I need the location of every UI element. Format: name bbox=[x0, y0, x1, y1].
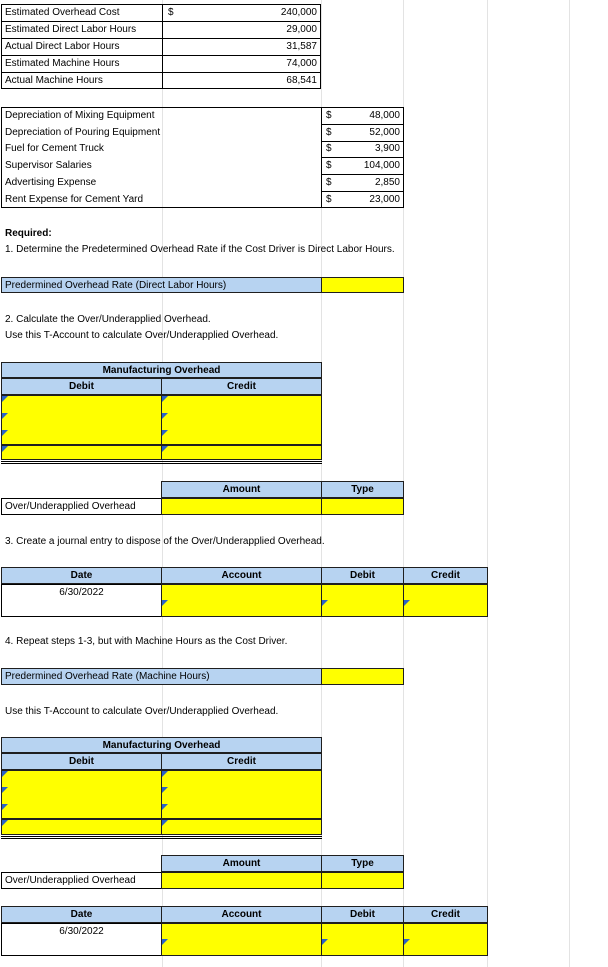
taccount-debit-input[interactable] bbox=[1, 395, 162, 445]
comment-marker-icon bbox=[162, 396, 168, 402]
journal-2-account-header: Account bbox=[221, 909, 262, 920]
comment-marker-icon bbox=[162, 939, 168, 945]
journal-date-value[interactable]: 6/30/2022 bbox=[59, 587, 104, 598]
step-2-instruction: 2. Calculate the Over/Underapplied Overhead. bbox=[5, 314, 211, 325]
taccount-2-debit-input[interactable] bbox=[1, 770, 162, 819]
comment-marker-icon bbox=[322, 939, 328, 945]
double-underline bbox=[1, 461, 322, 462]
taccount-2-credit-header: Credit bbox=[227, 756, 256, 767]
currency-symbol: $ bbox=[168, 7, 174, 18]
double-underline bbox=[1, 838, 322, 839]
amount-header: Amount bbox=[222, 484, 261, 495]
comment-marker-icon bbox=[162, 804, 168, 810]
type-header: Type bbox=[351, 484, 374, 495]
taccount-2-debit-total-input[interactable] bbox=[1, 819, 162, 835]
required-heading: Required: bbox=[5, 228, 52, 239]
expense-value[interactable]: 23,000 bbox=[369, 194, 400, 205]
journal-2-debit-header: Debit bbox=[350, 909, 375, 920]
value-actual-machine-hours[interactable]: 68,541 bbox=[286, 75, 317, 86]
over-under-2-amount-input[interactable] bbox=[161, 872, 322, 889]
comment-marker-icon bbox=[2, 804, 8, 810]
comment-marker-icon bbox=[162, 446, 168, 452]
journal-2-account-input[interactable] bbox=[161, 923, 322, 956]
double-underline bbox=[1, 836, 322, 837]
journal-2-debit-input[interactable] bbox=[321, 923, 404, 956]
amount-2-header: Amount bbox=[222, 858, 261, 869]
comment-marker-icon bbox=[2, 771, 8, 777]
rate-dl-label: Predermined Overhead Rate (Direct Labor Hours) bbox=[5, 280, 227, 291]
row-label-estimated-dl-hours[interactable]: Estimated Direct Labor Hours bbox=[5, 24, 137, 35]
type-2-header: Type bbox=[351, 858, 374, 869]
row-label-estimated-overhead-cost[interactable]: Estimated Overhead Cost bbox=[5, 7, 120, 18]
currency-symbol: $ bbox=[326, 177, 332, 188]
value-estimated-overhead-cost[interactable]: 240,000 bbox=[280, 7, 317, 18]
comment-marker-icon bbox=[162, 430, 168, 436]
comment-marker-icon bbox=[2, 787, 8, 793]
comment-marker-icon bbox=[162, 820, 168, 826]
journal-date-header: Date bbox=[70, 570, 93, 581]
taccount-title: Manufacturing Overhead bbox=[102, 365, 221, 376]
row-label-estimated-machine-hours[interactable]: Estimated Machine Hours bbox=[5, 58, 120, 69]
comment-marker-icon bbox=[404, 939, 410, 945]
taccount-instruction: Use this T-Account to calculate Over/Underapplied Overhead. bbox=[5, 330, 279, 341]
expense-label[interactable]: Depreciation of Pouring Equipment bbox=[5, 127, 161, 138]
value-estimated-machine-hours[interactable]: 74,000 bbox=[286, 58, 317, 69]
comment-marker-icon bbox=[2, 413, 8, 419]
expense-value[interactable]: 3,900 bbox=[374, 143, 400, 154]
taccount-2-title: Manufacturing Overhead bbox=[102, 740, 221, 751]
grid-line bbox=[487, 0, 488, 967]
journal-2-credit-header: Credit bbox=[431, 909, 460, 920]
journal-credit-input[interactable] bbox=[403, 584, 488, 617]
rate-mh-label: Predermined Overhead Rate (Machine Hours) bbox=[5, 671, 210, 682]
taccount-credit-header: Credit bbox=[227, 381, 256, 392]
comment-marker-icon bbox=[322, 600, 328, 606]
taccount-debit-header: Debit bbox=[69, 381, 94, 392]
taccount-credit-total-input[interactable] bbox=[161, 445, 322, 460]
expense-label[interactable]: Depreciation of Mixing Equipment bbox=[5, 110, 155, 121]
expense-label[interactable]: Advertising Expense bbox=[5, 177, 97, 188]
step-3-instruction: 3. Create a journal entry to dispose of the Over/Underapplied Overhead. bbox=[5, 536, 325, 547]
journal-2-date-value[interactable]: 6/30/2022 bbox=[59, 926, 104, 937]
journal-debit-input[interactable] bbox=[321, 584, 404, 617]
comment-marker-icon bbox=[2, 396, 8, 402]
rate-dl-input[interactable] bbox=[321, 277, 404, 293]
expense-label[interactable]: Fuel for Cement Truck bbox=[5, 143, 104, 154]
expense-value[interactable]: 48,000 bbox=[369, 110, 400, 121]
comment-marker-icon bbox=[162, 413, 168, 419]
expense-value[interactable]: 2,850 bbox=[374, 177, 400, 188]
table-divider bbox=[162, 4, 163, 89]
journal-2-credit-input[interactable] bbox=[403, 923, 488, 956]
row-label-actual-dl-hours[interactable]: Actual Direct Labor Hours bbox=[5, 41, 120, 52]
journal-account-header: Account bbox=[221, 570, 262, 581]
taccount-2-debit-header: Debit bbox=[69, 756, 94, 767]
step-4-instruction: 4. Repeat steps 1-3, but with Machine Hours as the Cost Driver. bbox=[5, 636, 288, 647]
grid-line bbox=[569, 0, 570, 967]
over-under-type-input[interactable] bbox=[321, 498, 404, 515]
currency-symbol: $ bbox=[326, 127, 332, 138]
over-under-amount-input[interactable] bbox=[161, 498, 322, 515]
currency-symbol: $ bbox=[326, 143, 332, 154]
taccount-credit-input[interactable] bbox=[161, 395, 322, 445]
comment-marker-icon bbox=[404, 600, 410, 606]
over-under-label: Over/Underapplied Overhead bbox=[5, 501, 136, 512]
expense-label[interactable]: Supervisor Salaries bbox=[5, 160, 92, 171]
row-label-actual-machine-hours[interactable]: Actual Machine Hours bbox=[5, 75, 103, 86]
taccount-2-credit-total-input[interactable] bbox=[161, 819, 322, 835]
journal-debit-header: Debit bbox=[350, 570, 375, 581]
journal-2-date-header: Date bbox=[70, 909, 93, 920]
double-underline bbox=[1, 463, 322, 464]
expense-value[interactable]: 52,000 bbox=[369, 127, 400, 138]
value-actual-dl-hours[interactable]: 31,587 bbox=[286, 41, 317, 52]
expense-label[interactable]: Rent Expense for Cement Yard bbox=[5, 194, 144, 205]
comment-marker-icon bbox=[162, 600, 168, 606]
currency-symbol: $ bbox=[326, 160, 332, 171]
over-under-2-label: Over/Underapplied Overhead bbox=[5, 875, 136, 886]
comment-marker-icon bbox=[162, 771, 168, 777]
rate-mh-input[interactable] bbox=[321, 668, 404, 685]
expense-value[interactable]: 104,000 bbox=[363, 160, 400, 171]
comment-marker-icon bbox=[162, 787, 168, 793]
comment-marker-icon bbox=[2, 820, 8, 826]
currency-symbol: $ bbox=[326, 194, 332, 205]
taccount-debit-total-input[interactable] bbox=[1, 445, 162, 460]
value-estimated-dl-hours[interactable]: 29,000 bbox=[286, 24, 317, 35]
currency-symbol: $ bbox=[326, 110, 332, 121]
step-1-instruction: 1. Determine the Predetermined Overhead Rate if the Cost Driver is Direct Labor Hours. bbox=[5, 244, 395, 255]
taccount-instruction-2: Use this T-Account to calculate Over/Underapplied Overhead. bbox=[5, 706, 279, 717]
over-under-2-type-input[interactable] bbox=[321, 872, 404, 889]
journal-account-input[interactable] bbox=[161, 584, 322, 617]
taccount-2-credit-input[interactable] bbox=[161, 770, 322, 819]
comment-marker-icon bbox=[2, 430, 8, 436]
journal-credit-header: Credit bbox=[431, 570, 460, 581]
comment-marker-icon bbox=[2, 446, 8, 452]
